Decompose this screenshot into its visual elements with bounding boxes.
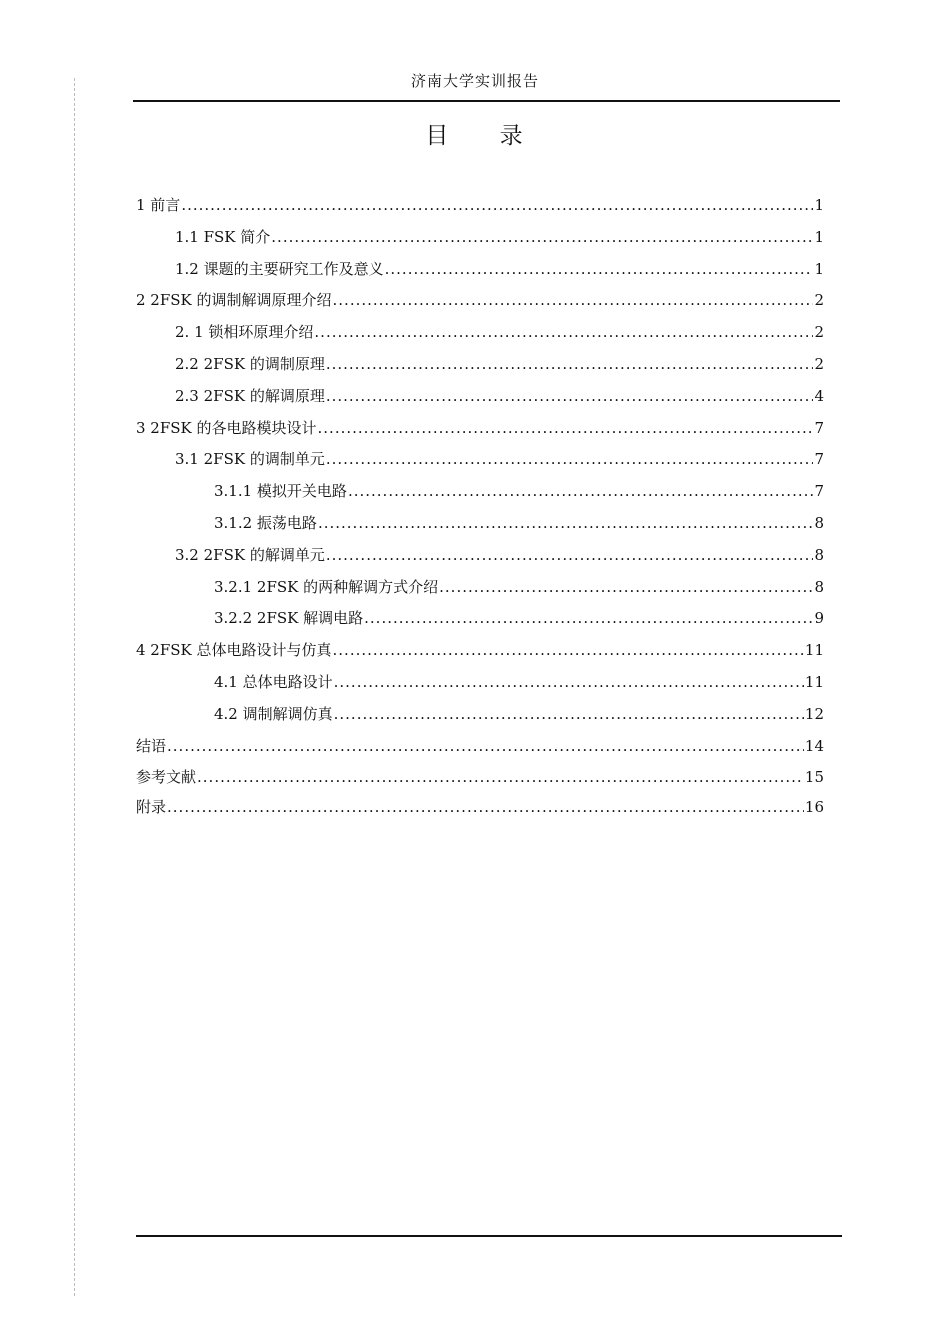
toc-entry-label: 4.1 总体电路设计 (214, 672, 333, 691)
toc-entry[interactable] (136, 544, 824, 576)
toc-leader-dots (197, 768, 804, 786)
toc-entry[interactable] (136, 512, 824, 544)
toc-entry[interactable] (136, 766, 824, 796)
toc-title: 目 录 (425, 123, 525, 149)
toc-entry-label: 3 2FSK 的各电路模块设计 (136, 418, 317, 437)
footer-rule (136, 1235, 842, 1237)
toc-entry-label: 1 前言 (136, 196, 181, 214)
running-header: 济南大学实训报告 (410, 72, 539, 90)
toc-entry-page: 12 (804, 704, 824, 723)
toc-leader-dots (326, 355, 814, 373)
toc-leader-dots (326, 546, 814, 564)
toc-entry-label: 2. 1 锁相环原理介绍 (175, 323, 314, 342)
toc-entry[interactable] (136, 385, 824, 417)
toc-entry[interactable] (136, 258, 824, 290)
toc-entry-label: 4 2FSK 总体电路设计与仿真 (136, 641, 332, 660)
toc-entry-page: 4 (814, 386, 824, 405)
toc-entry-label: 3.2.2 2FSK 解调电路 (214, 609, 364, 628)
toc-entry-label: 2.2 2FSK 的调制原理 (175, 354, 325, 373)
toc-entry-label: 1.1 FSK 简介 (175, 227, 271, 246)
toc-leader-dots (314, 323, 813, 341)
toc-entry-page: 14 (804, 736, 824, 755)
toc-entry-page: 1 (814, 196, 824, 214)
toc-entry[interactable] (136, 671, 824, 703)
toc-entry-label: 附录 (136, 797, 167, 816)
toc-entry[interactable] (136, 194, 824, 226)
toc-leader-dots (333, 291, 814, 309)
toc-leader-dots (271, 228, 813, 246)
toc-entry-page: 2 (814, 291, 824, 310)
toc-entry-page: 9 (814, 609, 824, 628)
toc-leader-dots (326, 387, 814, 405)
toc-entry[interactable] (136, 639, 824, 671)
toc-entry[interactable] (136, 796, 824, 826)
table-of-contents (136, 194, 824, 825)
toc-leader-dots (348, 482, 814, 500)
toc-leader-dots (334, 673, 804, 691)
toc-leader-dots (167, 798, 804, 816)
toc-leader-dots (364, 609, 813, 627)
toc-entry[interactable] (136, 226, 824, 258)
toc-entry-page: 7 (814, 418, 824, 437)
toc-entry-label: 3.1.2 振荡电路 (214, 513, 317, 532)
header-rule (133, 100, 840, 102)
toc-entry[interactable] (136, 735, 824, 767)
toc-entry-page: 1 (814, 227, 824, 246)
toc-entry[interactable] (136, 321, 824, 353)
toc-entry[interactable] (136, 576, 824, 608)
toc-entry-page: 2 (814, 354, 824, 373)
toc-entry[interactable] (136, 480, 824, 512)
toc-entry-page: 8 (814, 545, 824, 564)
toc-leader-dots (385, 260, 814, 278)
toc-entry[interactable] (136, 289, 824, 321)
toc-entry[interactable] (136, 607, 824, 639)
toc-entry-label: 3.2.1 2FSK 的两种解调方式介绍 (214, 577, 439, 596)
toc-entry-label: 参考文献 (136, 768, 197, 787)
toc-entry-label: 4.2 调制解调仿真 (214, 704, 333, 723)
toc-entry-label: 1.2 课题的主要研究工作及意义 (175, 259, 384, 278)
toc-entry-page: 2 (814, 323, 824, 342)
binding-margin-line (74, 78, 75, 1296)
toc-entry[interactable] (136, 448, 824, 480)
toc-entry-label: 3.1.1 模拟开关电路 (214, 482, 347, 501)
toc-leader-dots (439, 578, 813, 596)
toc-entry-page: 7 (814, 482, 824, 501)
toc-entry-page: 8 (814, 513, 824, 532)
toc-entry-page: 7 (814, 450, 824, 469)
toc-leader-dots (334, 705, 804, 723)
toc-entry-label: 3.1 2FSK 的调制单元 (175, 450, 325, 469)
toc-entry[interactable] (136, 353, 824, 385)
toc-entry-label: 结语 (136, 736, 167, 755)
toc-leader-dots (326, 450, 814, 468)
toc-entry[interactable] (136, 703, 824, 735)
toc-entry-page: 8 (814, 577, 824, 596)
toc-leader-dots (167, 737, 804, 755)
toc-entry[interactable] (136, 417, 824, 449)
toc-entry-page: 16 (804, 797, 824, 816)
toc-entry-page: 15 (804, 768, 824, 787)
toc-leader-dots (181, 196, 813, 214)
toc-entry-page: 11 (804, 672, 824, 691)
toc-entry-label: 2 2FSK 的调制解调原理介绍 (136, 291, 332, 310)
toc-entry-page: 1 (814, 259, 824, 278)
toc-leader-dots (318, 514, 814, 532)
toc-entry-label: 3.2 2FSK 的解调单元 (175, 545, 325, 564)
toc-entry-page: 11 (804, 641, 824, 660)
toc-leader-dots (333, 641, 804, 659)
toc-entry-label: 2.3 2FSK 的解调原理 (175, 386, 325, 405)
toc-leader-dots (318, 419, 814, 437)
